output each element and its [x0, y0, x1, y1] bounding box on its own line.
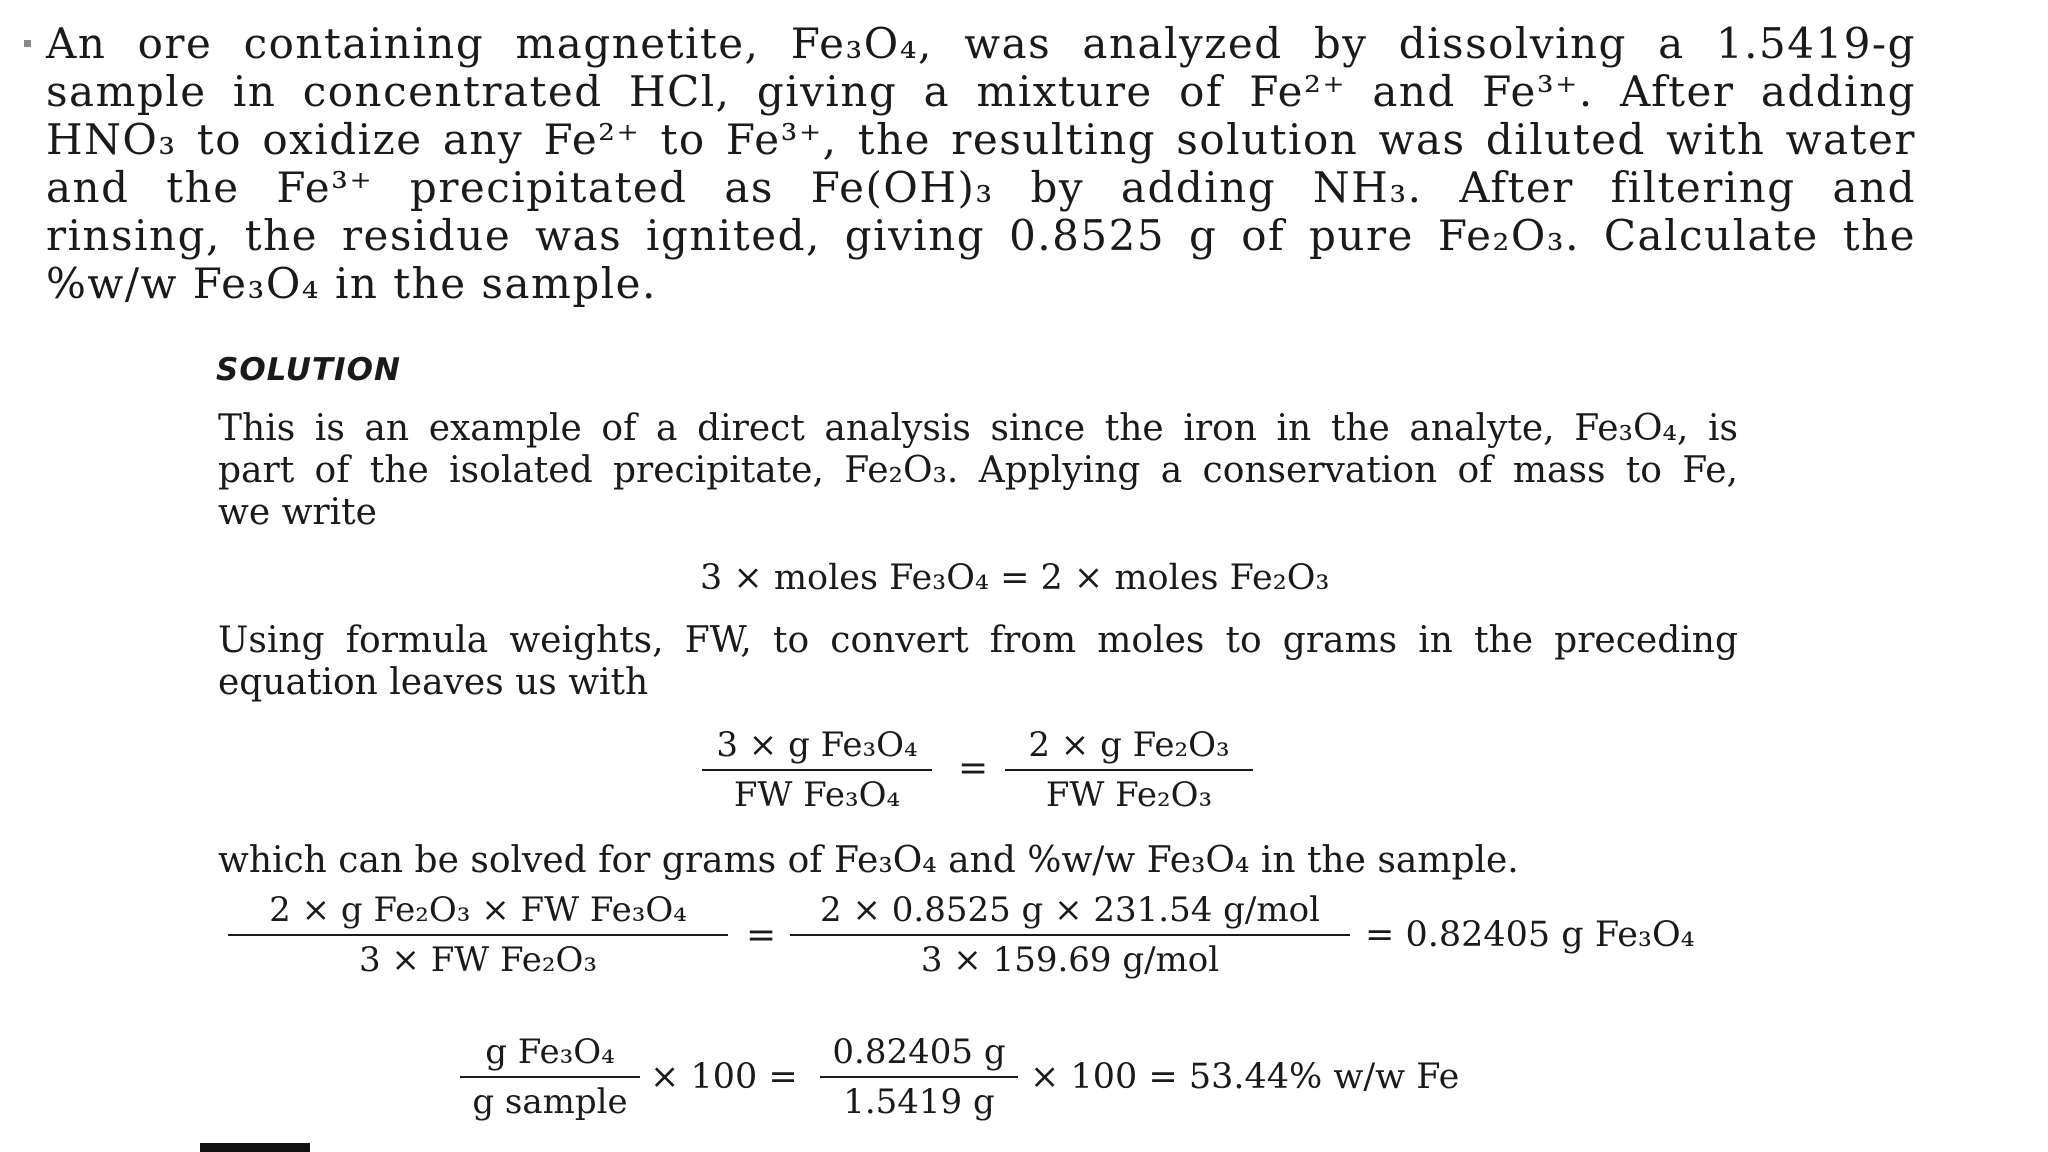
fraction-denominator: 3 × 159.69 g/mol	[790, 934, 1350, 980]
fraction-denominator: 1.5419 g	[820, 1076, 1018, 1122]
eq2-right-fraction	[1005, 725, 1253, 815]
fraction-numerator: 3 × g Fe₃O₄	[716, 725, 918, 765]
solution-paragraph-1	[218, 408, 1738, 534]
problem-line: rinsing, the residue was ignited, giving 0.8525 g of pure Fe₂O₃. Calculate the	[46, 211, 1916, 260]
fraction-numerator: 2 × g Fe₂O₃ × FW Fe₃O₄	[269, 890, 687, 930]
problem-statement	[46, 20, 1916, 308]
eq4-right-fraction	[820, 1032, 1018, 1122]
solution-paragraph-2	[218, 620, 1738, 704]
paragraph-line: part of the isolated precipitate, Fe₂O₃. Applying a conservation of mass to Fe,	[218, 450, 1738, 491]
fraction-numerator: g Fe₃O₄	[485, 1032, 615, 1072]
fraction-denominator: FW Fe₃O₄	[702, 769, 932, 815]
problem-line: and the Fe³⁺ precipitated as Fe(OH)₃ by adding NH₃. After filtering and	[46, 163, 1916, 212]
eq4-left-fraction	[460, 1032, 640, 1122]
equation-moles: 3 × moles Fe₃O₄ = 2 × moles Fe₂O₃	[700, 558, 1330, 598]
bullet-marker	[24, 40, 31, 47]
fraction-numerator: 2 × 0.8525 g × 231.54 g/mol	[820, 890, 1320, 930]
paragraph-line: Using formula weights, FW, to convert from moles to grams in the preceding	[218, 620, 1738, 661]
fraction-denominator: 3 × FW Fe₂O₃	[228, 934, 728, 980]
problem-line: sample in concentrated HCl, giving a mixture of Fe²⁺ and Fe³⁺. After adding	[46, 67, 1916, 116]
problem-line: HNO₃ to oxidize any Fe²⁺ to Fe³⁺, the resulting solution was diluted with water	[46, 115, 1916, 164]
paragraph-line: This is an example of a direct analysis since the iron in the analyte, Fe₃O₄, is	[218, 408, 1738, 449]
page-edge-bar	[200, 1143, 310, 1152]
problem-line: %w/w Fe₃O₄ in the sample.	[46, 259, 657, 308]
equals-sign: =	[958, 748, 989, 789]
fraction-numerator: 2 × g Fe₂O₃	[1028, 725, 1230, 765]
eq4-result: × 100 = 53.44% w/w Fe	[1030, 1057, 1460, 1097]
eq2-left-fraction	[702, 725, 932, 815]
equals-sign: =	[746, 915, 777, 956]
fraction-denominator: g sample	[460, 1076, 640, 1122]
solution-paragraph-3: which can be solved for grams of Fe₃O₄ and %w/w Fe₃O₄ in the sample.	[218, 840, 1519, 881]
problem-line: An ore containing magnetite, Fe₃O₄, was analyzed by dissolving a 1.5419-g	[46, 19, 1916, 68]
paragraph-line: we write	[218, 492, 377, 533]
solution-heading: SOLUTION	[216, 352, 401, 388]
times-100-equals: × 100 =	[650, 1057, 798, 1097]
fraction-denominator: FW Fe₂O₃	[1005, 769, 1253, 815]
eq3-result: = 0.82405 g Fe₃O₄	[1365, 915, 1695, 955]
fraction-numerator: 0.82405 g	[832, 1032, 1006, 1072]
eq3-left-fraction	[228, 890, 728, 980]
eq3-middle-fraction	[790, 890, 1350, 980]
paragraph-line: equation leaves us with	[218, 662, 649, 703]
